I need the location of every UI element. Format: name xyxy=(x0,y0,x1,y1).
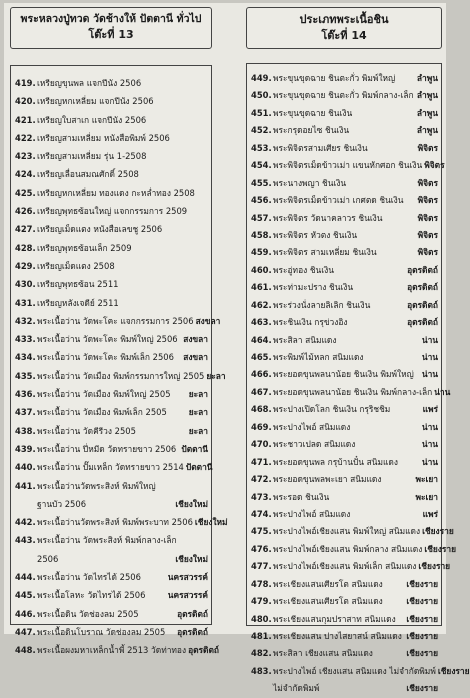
list-item xyxy=(251,628,438,645)
item-number: 481. xyxy=(251,631,272,641)
item-number: 482. xyxy=(251,648,272,659)
item-name: เหรียญเม็ดแตง 2508 xyxy=(37,260,115,271)
item-name: พระพิจิตรเม็ดข้าวเม่า แขนหักศอก ชินเงิน xyxy=(273,160,423,171)
item-name: พระเนื้อว่าน วัดเมือง พิมพ์ใหญ่ 2505 xyxy=(37,389,171,400)
item-number: 478. xyxy=(251,578,272,589)
list-item xyxy=(15,184,208,202)
list-item xyxy=(15,531,208,549)
list-item xyxy=(15,294,208,312)
item-province: เชียงราย xyxy=(406,613,438,624)
item-number: 468. xyxy=(251,404,272,415)
item-number: 458. xyxy=(251,229,272,240)
list-item xyxy=(251,558,451,575)
item-name: พระเนื้อว่าน ปี่หมีด วัดทรายขาว 2506 xyxy=(37,443,177,454)
list-item xyxy=(251,471,438,488)
item-name: พระเชียงแสน ปางไสยาสน์ สนิมแดง xyxy=(273,631,402,641)
item-number: 448. xyxy=(15,645,36,656)
list-item xyxy=(15,129,208,147)
list-item xyxy=(15,367,226,385)
item-number: 427. xyxy=(15,224,36,235)
list-item xyxy=(251,244,438,261)
list-item xyxy=(15,440,208,458)
list-item xyxy=(15,586,208,604)
item-number: 477. xyxy=(251,561,272,572)
list-item xyxy=(251,506,438,523)
item-province: ยะลา xyxy=(188,389,208,400)
item-number: 465. xyxy=(251,352,272,362)
item-number: 452. xyxy=(251,125,272,136)
item-number: 447. xyxy=(15,626,36,637)
list-item xyxy=(251,576,438,593)
item-name: พระเนื้อว่าน วัดเมือง พิมพ์เล็ก 2505 xyxy=(37,407,167,418)
list-item xyxy=(15,330,208,348)
list-item xyxy=(15,403,208,421)
item-name: เหรียญเลื่อนสมณศักดิ์ 2508 xyxy=(37,169,139,180)
list-item xyxy=(15,513,228,531)
item-name: พระร่วงนั่งลายลิเลิก ชินเงิน xyxy=(273,299,371,310)
item-number: 422. xyxy=(15,132,36,143)
item-name: พระยอดขุนพล กรุบ้านปั๋น สนิมแดง xyxy=(273,456,398,467)
list-item xyxy=(15,147,208,165)
item-number: 425. xyxy=(15,187,36,198)
list-item xyxy=(251,227,438,244)
item-province: แพร่ xyxy=(422,508,438,519)
item-number: 456. xyxy=(251,195,272,206)
item-province: อุตรดิตถ์ xyxy=(407,317,438,328)
item-name: พระชินเงิน กรุข่วงอิง xyxy=(273,317,348,328)
item-name: พระเนื้อว่าน วัดพระสิงห์ พิมพ์กลาง-เล็ก xyxy=(37,535,177,546)
item-number: 453. xyxy=(251,142,272,153)
item-number: 462. xyxy=(251,299,272,310)
document-page xyxy=(4,3,470,694)
list-item xyxy=(251,105,438,122)
item-number: 434. xyxy=(15,352,36,363)
item-name: พระปางเปิดโลก ชินเงิน กรุริชชิม xyxy=(273,404,391,415)
item-name: พระเนื้อว่าน วัดไทรได้ 2506 xyxy=(37,572,141,583)
list-item xyxy=(251,680,438,697)
item-province: เชียงราย xyxy=(424,543,456,554)
item-province: น่าน xyxy=(421,456,438,467)
list-item xyxy=(251,645,438,662)
item-number: 471. xyxy=(251,456,272,467)
item-name: พระพิมพ์ไม้หลก สนิมแดง xyxy=(273,352,364,362)
item-number: 454. xyxy=(251,160,272,171)
list-item xyxy=(15,312,221,330)
item-name: พระปางไพอ์ เชียงแสน สนิมแดง ไม่จำกัดพิมพ์ xyxy=(273,665,436,676)
item-province: พิจิตร xyxy=(417,177,438,188)
item-name: พระเนื้อดินโบราณ วัดช่องลม 2505 xyxy=(37,626,166,637)
item-province: เชียงใหม่ xyxy=(175,553,208,564)
item-name: พระเนื้อว่านวัดพระสิงห์ พิมพ์ใหญ่ xyxy=(37,480,156,491)
item-province: อุตรดิตถ์ xyxy=(177,626,208,637)
item-province: เชียงราย xyxy=(418,561,451,572)
item-name: พระปางไพอ์ สนิมแดง xyxy=(273,508,351,519)
item-name: เหรียญสามเหลี่ยม หนังสือพิมพ์ 2506 xyxy=(37,132,170,143)
list-item xyxy=(251,175,438,192)
item-province: ลำพูน xyxy=(416,125,438,136)
list-item xyxy=(15,348,208,366)
item-name: พระพิจิตร หัวตง ชินเงิน xyxy=(273,229,358,240)
item-name: พระขุนขุดฉาย ชินเงิน xyxy=(273,107,353,118)
item-number: 421. xyxy=(15,114,36,125)
list-item xyxy=(251,593,438,610)
item-province: แพร่ xyxy=(422,404,438,415)
item-number: 436. xyxy=(15,389,36,400)
item-number: 483. xyxy=(251,665,272,676)
list-item xyxy=(251,384,451,401)
item-number: 439. xyxy=(15,443,36,454)
item-province: อุตรดิตถ์ xyxy=(407,282,438,293)
item-number: 437. xyxy=(15,407,36,418)
list-item xyxy=(15,202,208,220)
item-number: 475. xyxy=(251,526,272,537)
item-number: 461. xyxy=(251,282,272,293)
item-province: เชียงราย xyxy=(406,578,438,589)
item-name: พระสิลา เชียงแสน สนิมแดง xyxy=(273,648,373,659)
item-name: พระเนื้อว่าน วัดพะโคะ แจกกรรมการ 2506 xyxy=(37,315,194,326)
item-province: เชียงราย xyxy=(437,665,470,676)
item-number: 480. xyxy=(251,613,272,624)
list-item xyxy=(15,385,208,403)
item-province: นครสวรรค์ xyxy=(167,590,208,601)
list-item xyxy=(251,611,438,628)
list-item xyxy=(251,262,438,279)
item-name: พระขุนขุดฉาย ชินตะกั่ว พิมพ์ใหญ่ xyxy=(273,73,396,83)
item-province: พิจิตร xyxy=(417,195,438,206)
left-table-subtitle: โต๊ะที่ 13 xyxy=(88,28,134,41)
list-item xyxy=(15,623,208,641)
item-province: สงขลา xyxy=(183,334,208,345)
item-province: เชียงใหม่ xyxy=(175,498,208,509)
item-number: 428. xyxy=(15,242,36,253)
item-province: เชียงใหม่ xyxy=(194,517,228,528)
list-item xyxy=(15,495,208,513)
item-name: พระพิจิตร สามเหลี่ยม ชินเงิน xyxy=(273,247,377,258)
list-item xyxy=(251,157,445,174)
item-name: พระยอดขุนพลนาน้อย ชินเงิน พิมพ์กลาง-เล็ก xyxy=(273,386,433,397)
item-name: พระเนื้อว่าน วัดคีรีวง 2505 xyxy=(37,425,136,436)
item-name: พระเนื้อดิน วัดช่องลม 2505 xyxy=(37,608,139,619)
item-province: ปัตตานี xyxy=(185,462,213,473)
item-number: 424. xyxy=(15,169,36,180)
item-name: พระปางไพอ์ สนิมแดง xyxy=(273,421,351,432)
item-number: 470. xyxy=(251,439,272,450)
list-item xyxy=(15,275,208,293)
list-item xyxy=(15,220,208,238)
item-province: เชียงราย xyxy=(422,526,454,537)
item-province: พิจิตร xyxy=(417,247,438,258)
item-number: 474. xyxy=(251,508,272,519)
item-number: 440. xyxy=(15,462,36,473)
item-province: สงขลา xyxy=(183,352,208,363)
item-province: ยะลา xyxy=(188,407,208,418)
item-province: สงขลา xyxy=(195,315,221,326)
list-item xyxy=(251,297,438,314)
item-number: 449. xyxy=(251,73,272,83)
list-item xyxy=(251,489,438,506)
list-item xyxy=(251,314,438,331)
right-table-header xyxy=(246,7,442,49)
list-item xyxy=(251,419,438,436)
list-item xyxy=(15,550,208,568)
list-item xyxy=(251,122,438,139)
item-name: เหรียญขุนพล แจกปีนัง 2506 xyxy=(37,78,142,88)
item-number: 444. xyxy=(15,572,36,583)
item-province: อุตรดิตถ์ xyxy=(188,645,219,656)
item-number: 469. xyxy=(251,421,272,432)
item-province: นครสวรรค์ xyxy=(167,572,208,583)
item-name: เหรียญหกเหลี่ยม แจกปีนัง 2506 xyxy=(37,96,154,107)
item-name: พระเนื้อว่าน วัดพะโคะ พิมพ์ใหญ่ 2506 xyxy=(37,334,178,345)
item-province: ลำพูน xyxy=(416,73,438,83)
list-item xyxy=(15,92,208,110)
list-item xyxy=(251,401,438,418)
list-item xyxy=(15,239,208,257)
right-column xyxy=(246,7,470,694)
item-name: เหรียญพุทธซ้อน 2511 xyxy=(37,279,119,290)
list-item xyxy=(251,523,454,540)
item-number: 429. xyxy=(15,260,36,271)
item-province: อุตรดิตถ์ xyxy=(407,264,438,275)
list-item xyxy=(15,605,208,623)
list-item xyxy=(15,111,208,129)
item-number: 419. xyxy=(15,78,36,88)
item-province: ปัตตานี xyxy=(181,443,208,454)
item-number: 430. xyxy=(15,279,36,290)
right-item-list xyxy=(246,63,470,694)
list-item xyxy=(251,366,438,383)
item-name: พระสิลา สนิมแดง xyxy=(273,334,337,345)
item-name: ฐานบัว 2506 xyxy=(37,498,87,509)
left-item-list xyxy=(10,65,228,656)
item-number: 466. xyxy=(251,369,272,380)
item-name: พระอู่ทอง ชินเงิน xyxy=(273,264,334,275)
item-name: 2506 xyxy=(37,553,59,564)
item-number: 464. xyxy=(251,334,272,345)
item-province: ยะลา xyxy=(188,425,208,436)
item-name: ไม่จำกัดพิมพ์ xyxy=(273,683,320,694)
item-number: 476. xyxy=(251,543,272,554)
item-name: พระพิจิตรเม็ดข้าวเม่า เกศตด ชินเงิน xyxy=(273,195,404,206)
item-province: ลำพูน xyxy=(416,107,438,118)
item-name: พระปางไพอ์เชียงแสน พิมพ์เล็ก สนิมแดง xyxy=(273,561,417,572)
item-name: เหรียญพุทธซ้อนใหญ่ แจกกรรมการ 2509 xyxy=(37,206,188,217)
item-name: พระนางพญา ชินเงิน xyxy=(273,177,347,188)
list-item xyxy=(15,641,219,659)
list-item xyxy=(251,663,470,680)
item-name: พระเนื้อผงมหาเหล็กน้ำพี้ 2513 วัดท่าทอง xyxy=(37,645,187,656)
list-item xyxy=(251,349,438,366)
item-number: 442. xyxy=(15,517,36,528)
item-province: น่าน xyxy=(421,369,438,380)
item-number: 463. xyxy=(251,317,272,328)
item-name: พระรอด ชินเงิน xyxy=(273,491,330,502)
list-item xyxy=(15,74,208,92)
list-item xyxy=(251,87,438,104)
item-name: พระเชียงแสนกุมปราสาท สนิมแดง xyxy=(273,613,396,624)
item-province: พิจิตร xyxy=(417,212,438,223)
item-name: เหรียญสามเหลี่ยม รุ่น 1-2508 xyxy=(37,151,147,162)
item-number: 441. xyxy=(15,480,36,491)
item-province: พะเยา xyxy=(415,491,438,502)
right-table-subtitle: โต๊ะที่ 14 xyxy=(321,29,367,42)
item-name: พระเนื้อว่าน วัดพะโคะ พิมพ์เล็ก 2506 xyxy=(37,352,174,363)
item-number: 433. xyxy=(15,334,36,345)
list-item xyxy=(15,422,208,440)
left-column xyxy=(10,7,228,656)
item-number: 443. xyxy=(15,535,36,546)
item-province: ยะลา xyxy=(206,370,226,381)
left-table-title: พระหลวงปู่ทวด วัดช้างให้ ปัตตานี ทั่วไป xyxy=(20,13,202,25)
item-name: พระเนื้อว่าน วัดเมือง พิมพ์กรรมการใหญ่ 2505 xyxy=(37,370,205,381)
item-province: พิจิตร xyxy=(424,160,445,171)
item-province: พิจิตร xyxy=(417,229,438,240)
item-number: 451. xyxy=(251,107,272,118)
item-number: 450. xyxy=(251,90,272,101)
list-item xyxy=(251,332,438,349)
item-province: เชียงราย xyxy=(406,648,438,659)
item-number: 467. xyxy=(251,386,272,397)
item-number: 423. xyxy=(15,151,36,162)
item-number: 426. xyxy=(15,206,36,217)
item-number: 446. xyxy=(15,608,36,619)
item-number: 455. xyxy=(251,177,272,188)
item-province: พะเยา xyxy=(415,474,438,485)
item-name: พระเชียงแสนเศียรโต สนิมแดง xyxy=(273,578,383,589)
list-item xyxy=(15,165,208,183)
list-item xyxy=(15,568,208,586)
item-number: 438. xyxy=(15,425,36,436)
item-province: เชียงราย xyxy=(406,683,438,694)
right-table-title: ประเภทพระเนื้อชิน xyxy=(299,13,389,26)
item-name: พระชาวเปลด สนิมแดง xyxy=(273,439,356,450)
item-province: ลำพูน xyxy=(416,90,438,101)
item-name: พระปางไพอ์เชียงแสน พิมพ์กลาง สนิมแดง xyxy=(273,543,423,554)
item-province: พิจิตร xyxy=(417,142,438,153)
item-province: น่าน xyxy=(421,421,438,432)
item-name: พระเนื้อโลหะ วัดไทรได้ 2506 xyxy=(37,590,146,601)
item-number: 457. xyxy=(251,212,272,223)
item-name: เหรียญใบสาเก แจกปีนัง 2506 xyxy=(37,114,147,125)
list-item xyxy=(15,477,208,495)
item-name: เหรียญพุทธซ้อนเล็ก 2509 xyxy=(37,242,132,253)
list-item xyxy=(251,140,438,157)
item-province: น่าน xyxy=(421,439,438,450)
list-item xyxy=(15,458,213,476)
item-name: พระท่ามะปราง ชินเงิน xyxy=(273,282,354,293)
item-number: 445. xyxy=(15,590,36,601)
item-number: 431. xyxy=(15,297,36,308)
item-number: 473. xyxy=(251,491,272,502)
item-province: อุตรดิตถ์ xyxy=(407,299,438,310)
item-number: 432. xyxy=(15,315,36,326)
item-name: เหรียญหลังเจดีย์ 2511 xyxy=(37,297,119,308)
item-name: พระเชียงแสนเศียรโต สนิมแดง xyxy=(273,596,383,607)
item-name: พระปางไพอ์เชียงแสน พิมพ์ใหญ่ สนิมแดง xyxy=(273,526,421,537)
item-name: เหรียญเม็ดแตง หนังสือเลขชู 2506 xyxy=(37,224,163,235)
item-name: พระพิจิตรสามเศียร ชินเงิน xyxy=(273,142,368,153)
list-item xyxy=(251,541,456,558)
item-name: พระเนื้อว่านวัดพระสิงห์ พิมพ์พระบาท 2506 xyxy=(37,517,193,528)
list-item xyxy=(251,210,438,227)
item-name: พระขุนขุดฉาย ชินตะกั่ว พิมพ์กลาง-เล็ก xyxy=(273,90,414,101)
item-province: น่าน xyxy=(434,386,451,397)
item-name: พระเนื้อว่าน ปั๊มเหล็ก วัดทรายขาว 2514 xyxy=(37,462,184,473)
item-number: 472. xyxy=(251,474,272,485)
list-item xyxy=(251,192,438,209)
item-name: พระพิจิตร วัดนาคลาวร ชินเงิน xyxy=(273,212,383,223)
left-table-header xyxy=(10,7,212,49)
item-name: พระยอดขุนพลพะเยา สนิมแดง xyxy=(273,474,382,485)
item-province: น่าน xyxy=(421,352,438,362)
item-province: เชียงราย xyxy=(406,631,438,641)
item-province: น่าน xyxy=(421,334,438,345)
item-number: 435. xyxy=(15,370,36,381)
item-name: พระกรุดอยไซ ชินเงิน xyxy=(273,125,350,136)
item-province: เชียงราย xyxy=(406,596,438,607)
item-number: 479. xyxy=(251,596,272,607)
item-number: 420. xyxy=(15,96,36,107)
list-item xyxy=(251,279,438,296)
list-item xyxy=(251,436,438,453)
item-name: พระยอดขุนพลนาน้อย ชินเงิน พิมพ์ใหญ่ xyxy=(273,369,414,380)
item-number: 459. xyxy=(251,247,272,258)
item-name: เหรียญหกเหลี่ยม ทองแดง กะหล่ำทอง 2508 xyxy=(37,187,195,198)
list-item xyxy=(251,454,438,471)
list-item xyxy=(251,70,438,87)
list-item xyxy=(15,257,208,275)
item-number: 460. xyxy=(251,264,272,275)
item-province: อุตรดิตถ์ xyxy=(177,608,208,619)
